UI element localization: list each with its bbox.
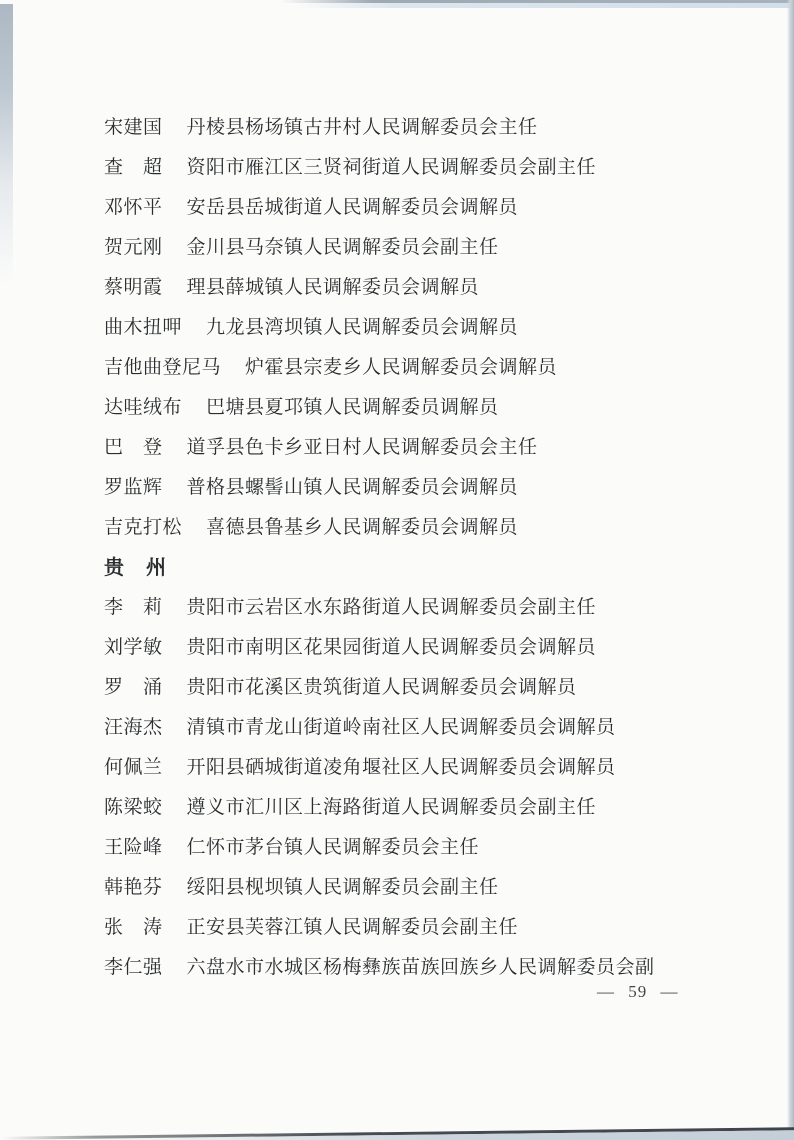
person-title: 仁怀市茅台镇人民调解委员会主任	[186, 837, 480, 858]
person-name: 蔡明霞	[104, 277, 163, 298]
entry-row	[104, 388, 724, 428]
entry-row	[104, 748, 724, 788]
person-title: 九龙县湾坝镇人民调解委员会调解员	[206, 317, 519, 338]
person-title: 绥阳县枧坝镇人民调解委员会副主任	[186, 877, 499, 898]
person-title: 六盘水市水城区杨梅彝族苗族回族乡人民调解委员会副	[186, 957, 655, 978]
person-title: 资阳市雁江区三贤祠街道人民调解委员会副主任	[186, 157, 597, 178]
person-title: 贵阳市花溪区贵筑街道人民调解委员会调解员	[186, 677, 577, 698]
person-name: 王险峰	[104, 837, 163, 858]
scan-edge-right-band	[787, 0, 794, 1140]
entry-row	[104, 268, 724, 308]
person-name: 韩艳芬	[104, 877, 163, 898]
person-name: 何佩兰	[104, 757, 163, 778]
person-name: 宋建国	[104, 117, 163, 138]
person-name: 李仁强	[104, 957, 163, 978]
person-name: 吉克打松	[104, 517, 183, 538]
entry-row	[104, 668, 724, 708]
entry-row	[104, 468, 724, 508]
person-title: 普格县螺髻山镇人民调解委员会调解员	[186, 477, 519, 498]
person-title: 正安县芙蓉江镇人民调解委员会副主任	[186, 917, 519, 938]
entry-row	[104, 828, 724, 868]
entry-row	[104, 788, 724, 828]
section-header	[104, 548, 724, 588]
person-name: 张 涛	[104, 917, 163, 938]
person-title: 丹棱县杨场镇古井村人民调解委员会主任	[186, 117, 538, 138]
person-title: 贵阳市云岩区水东路街道人民调解委员会副主任	[186, 597, 597, 618]
scan-edge-top-line	[280, 0, 794, 3]
entry-row	[104, 508, 724, 548]
entry-row	[104, 428, 724, 468]
person-name: 贺元刚	[104, 237, 163, 258]
person-name: 陈梁蛟	[104, 797, 163, 818]
entry-row	[104, 188, 724, 228]
person-name: 曲木扭呷	[104, 317, 183, 338]
entry-row	[104, 148, 724, 188]
person-name: 查 超	[104, 157, 163, 178]
entry-row	[104, 908, 724, 948]
person-title: 贵阳市南明区花果园街道人民调解委员会调解员	[186, 637, 597, 658]
section-header-label: 贵 州	[104, 557, 167, 579]
person-title: 巴塘县夏邛镇人民调解委员调解员	[206, 397, 499, 418]
entry-list	[104, 108, 724, 988]
scan-edge-bottom-band	[0, 1130, 794, 1140]
person-title: 理县薛城镇人民调解委员会调解员	[186, 277, 480, 298]
scan-edge-left-band	[0, 4, 13, 284]
entry-row	[104, 628, 724, 668]
person-name: 邓怀平	[104, 197, 163, 218]
person-name: 汪海杰	[104, 717, 163, 738]
person-name: 刘学敏	[104, 637, 163, 658]
person-title: 遵义市汇川区上海路街道人民调解委员会副主任	[186, 797, 597, 818]
person-title: 喜德县鲁基乡人民调解委员会调解员	[206, 517, 519, 538]
entry-row	[104, 868, 724, 908]
person-name: 李 莉	[104, 597, 163, 618]
entry-row	[104, 108, 724, 148]
entry-row	[104, 308, 724, 348]
person-name: 罗监辉	[104, 477, 163, 498]
entry-row	[104, 708, 724, 748]
entry-row	[104, 348, 724, 388]
person-name: 巴 登	[104, 437, 163, 458]
person-name: 吉他曲登尼马	[104, 357, 222, 378]
page-number: — 59 —	[597, 982, 679, 1001]
person-title: 安岳县岳城街道人民调解委员会调解员	[186, 197, 519, 218]
person-title: 清镇市青龙山街道岭南社区人民调解委员会调解员	[186, 717, 616, 738]
scan-edge-bottom-line	[0, 1127, 794, 1140]
person-name: 罗 涌	[104, 677, 163, 698]
person-title: 开阳县硒城街道凌角堰社区人民调解委员会调解员	[186, 757, 616, 778]
person-title: 炉霍县宗麦乡人民调解委员会调解员	[245, 357, 558, 378]
person-name: 达哇绒布	[104, 397, 183, 418]
entry-row	[104, 228, 724, 268]
person-title: 道孚县色卡乡亚日村人民调解委员会主任	[186, 437, 538, 458]
person-title: 金川县马奈镇人民调解委员会副主任	[186, 237, 499, 258]
entry-row	[104, 588, 724, 628]
scan-edge-top-band	[295, 3, 794, 8]
